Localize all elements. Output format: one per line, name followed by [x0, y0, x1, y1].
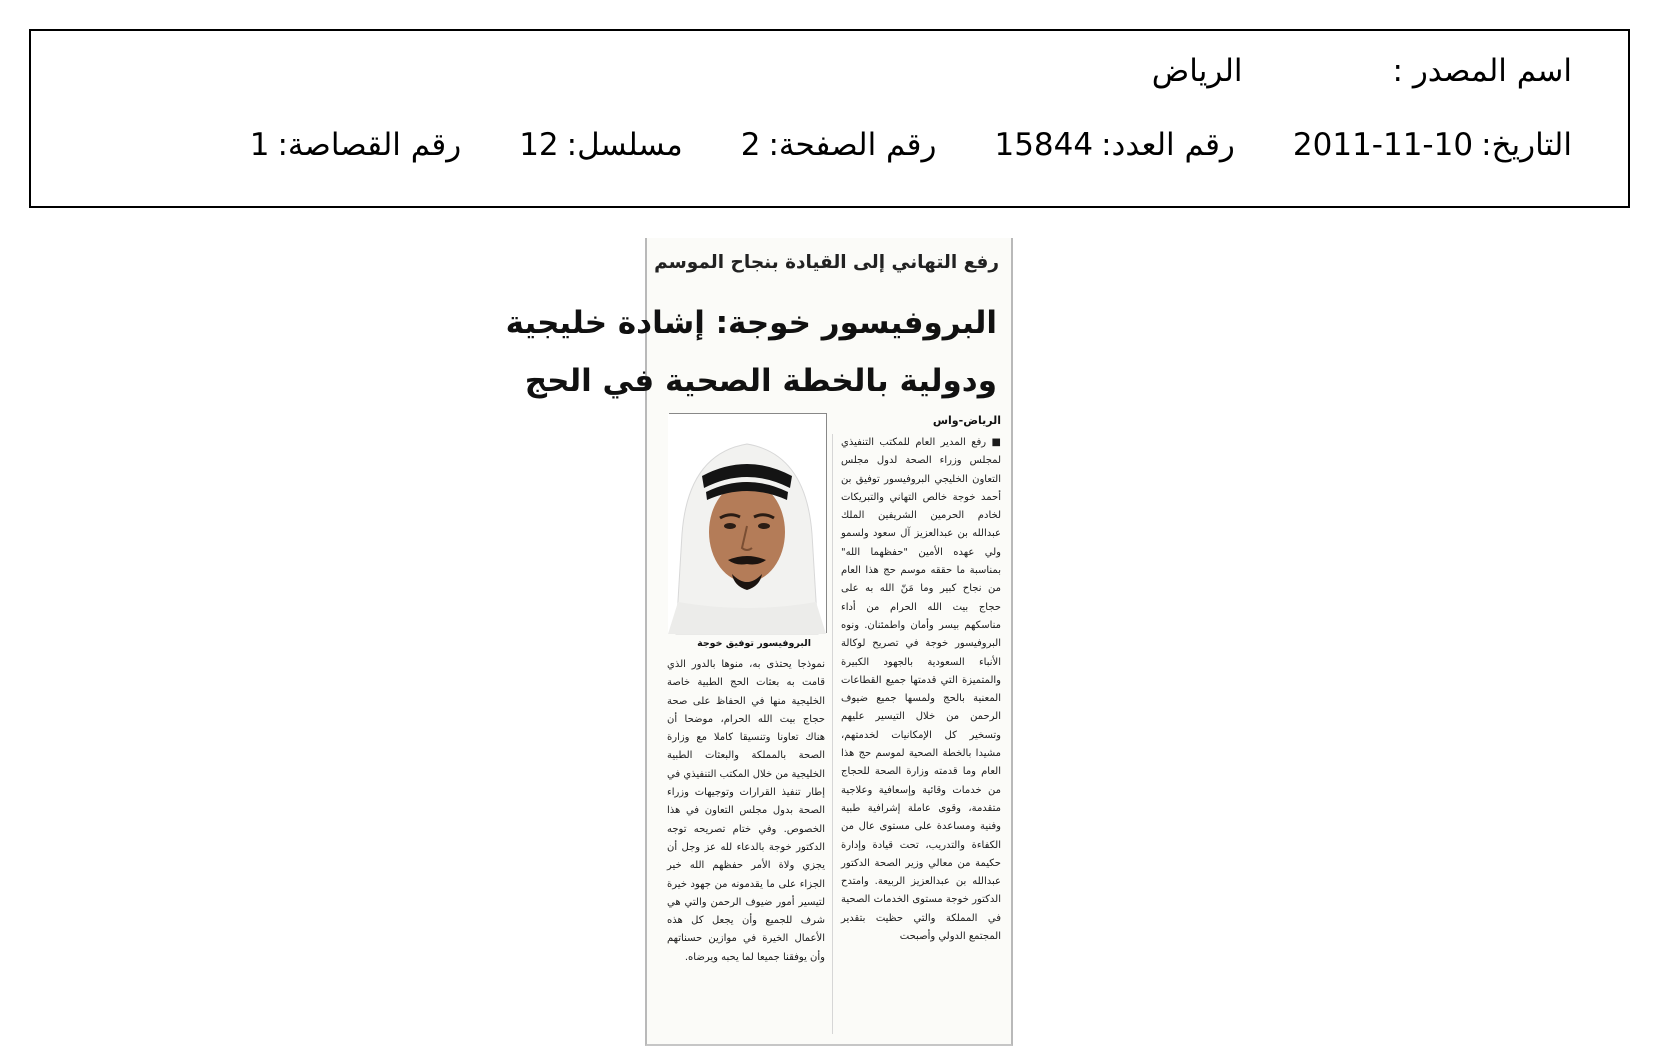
clip-label: رقم القصاصة:	[277, 127, 462, 163]
page-label: رقم الصفحة:	[768, 127, 937, 163]
date-value: 2011-11-10	[1292, 127, 1474, 163]
serial-value: 12	[519, 127, 559, 163]
article-body-left-column: نموذجا يحتذى به، منوها بالدور الذي قامت به بعثات الحج الطبية خاصة الخليجية منها في الحفاظ على صحة حجاج بيت الله الحرام، موضحا أن هناك تعاونا وتنسيقا كاملا مع وزارة الصحة بالمملكة والبعثات الطبية الخليجية من خلال المكتب التنفيذي في إطار تنفيذ القرارات وتوجيهات وزراء الصحة بدول مجلس التعاون في هذا الخصوص. وفي ختام تصريحه توجه الدكتور خوجة بالدعاء لله عز وجل أن يجزي ولاة الأمر حفظهم الله خير الجزاء على ما يقدمونه من جهود خيرة لتيسير أمور ضيوف الرحمن والتي هي شرف للجميع وأن يجعل كل هذه الأعمال الخيرة في موازين حسناتهم وأن يوفقنا جميعا لما يحبه ويرضاه.	[667, 659, 825, 963]
clip-field	[250, 127, 461, 163]
source-field	[1152, 53, 1572, 89]
column-divider	[832, 434, 833, 1034]
metadata-box	[29, 29, 1630, 208]
article-dateline: الرياض-واس	[932, 414, 1001, 427]
article-kicker: رفع التهاني إلى القيادة بنجاح الموسم	[654, 252, 999, 273]
clip-value: 1	[249, 127, 270, 163]
serial-label: مسلسل:	[566, 127, 683, 163]
page-field	[741, 127, 937, 163]
issue-field	[994, 127, 1234, 163]
portrait-illustration	[668, 414, 826, 634]
details-row	[250, 127, 1572, 163]
headline-line-2: ودولية بالخطة الصحية في الحج	[524, 363, 997, 399]
serial-field	[519, 127, 683, 163]
photo-caption: البروفيسور توفيق خوجة	[697, 638, 811, 649]
source-row	[1152, 53, 1572, 89]
article-body-right-column: ■ رفع المدير العام للمكتب التنفيذي لمجلس وزراء الصحة لدول مجلس التعاون الخليجي البروفيسور توفيق بن أحمد خوجة خالص التهاني والتبريكات لخادم الحرمين الشريفين الملك عبدالله بن عبدالعزيز آل سعود ولسمو ولي عهده الأمين "حفظهما الله" بمناسبة ما حققه موسم حج هذا العام من نجاح كبير وما مَنّ الله به على حجاج بيت الله الحرام من أداء مناسكهم بيسر وأمان واطمئنان. ونوه البروفيسور خوجة في تصريح لوكالة الأنباء السعودية بالجهود الكبيرة والمتميزة التي قدمتها جميع القطاعات المعنية بالحج ولمسها جميع ضيوف الرحمن من خلال التيسير عليهم وتسخير كل الإمكانيات لخدمتهم، مشيدا بالخطة الصحية لموسم حج هذا العام وما قدمته وزارة الصحة للحجاج من خدمات وقائية وإسعافية وعلاجية متقدمة، وقوى عاملة إشرافية طبية وفنية ومساعدة على مستوى عال من الكفاءة والتدريب، تحت قيادة وإدارة حكيمة من معالي وزير الصحة الدكتور عبدالله بن عبدالعزيز الربيعة. وامتدح الدكتور خوجة مستوى الخدمات الصحية في المملكة والتي حظيت بتقدير المجتمع الدولي وأصبحت	[841, 437, 1001, 943]
article-headline	[505, 294, 997, 410]
issue-label: رقم العدد:	[1101, 127, 1235, 163]
portrait-photo	[669, 413, 827, 633]
page-value: 2	[740, 127, 761, 163]
date-field	[1293, 127, 1572, 163]
source-value: الرياض	[1151, 53, 1243, 89]
newspaper-clipping	[505, 238, 1013, 1046]
source-label: اسم المصدر :	[1392, 53, 1572, 89]
issue-value: 15844	[994, 127, 1094, 163]
headline-line-1: البروفيسور خوجة: إشادة خليجية	[505, 305, 997, 341]
date-label: التاريخ:	[1481, 127, 1572, 163]
